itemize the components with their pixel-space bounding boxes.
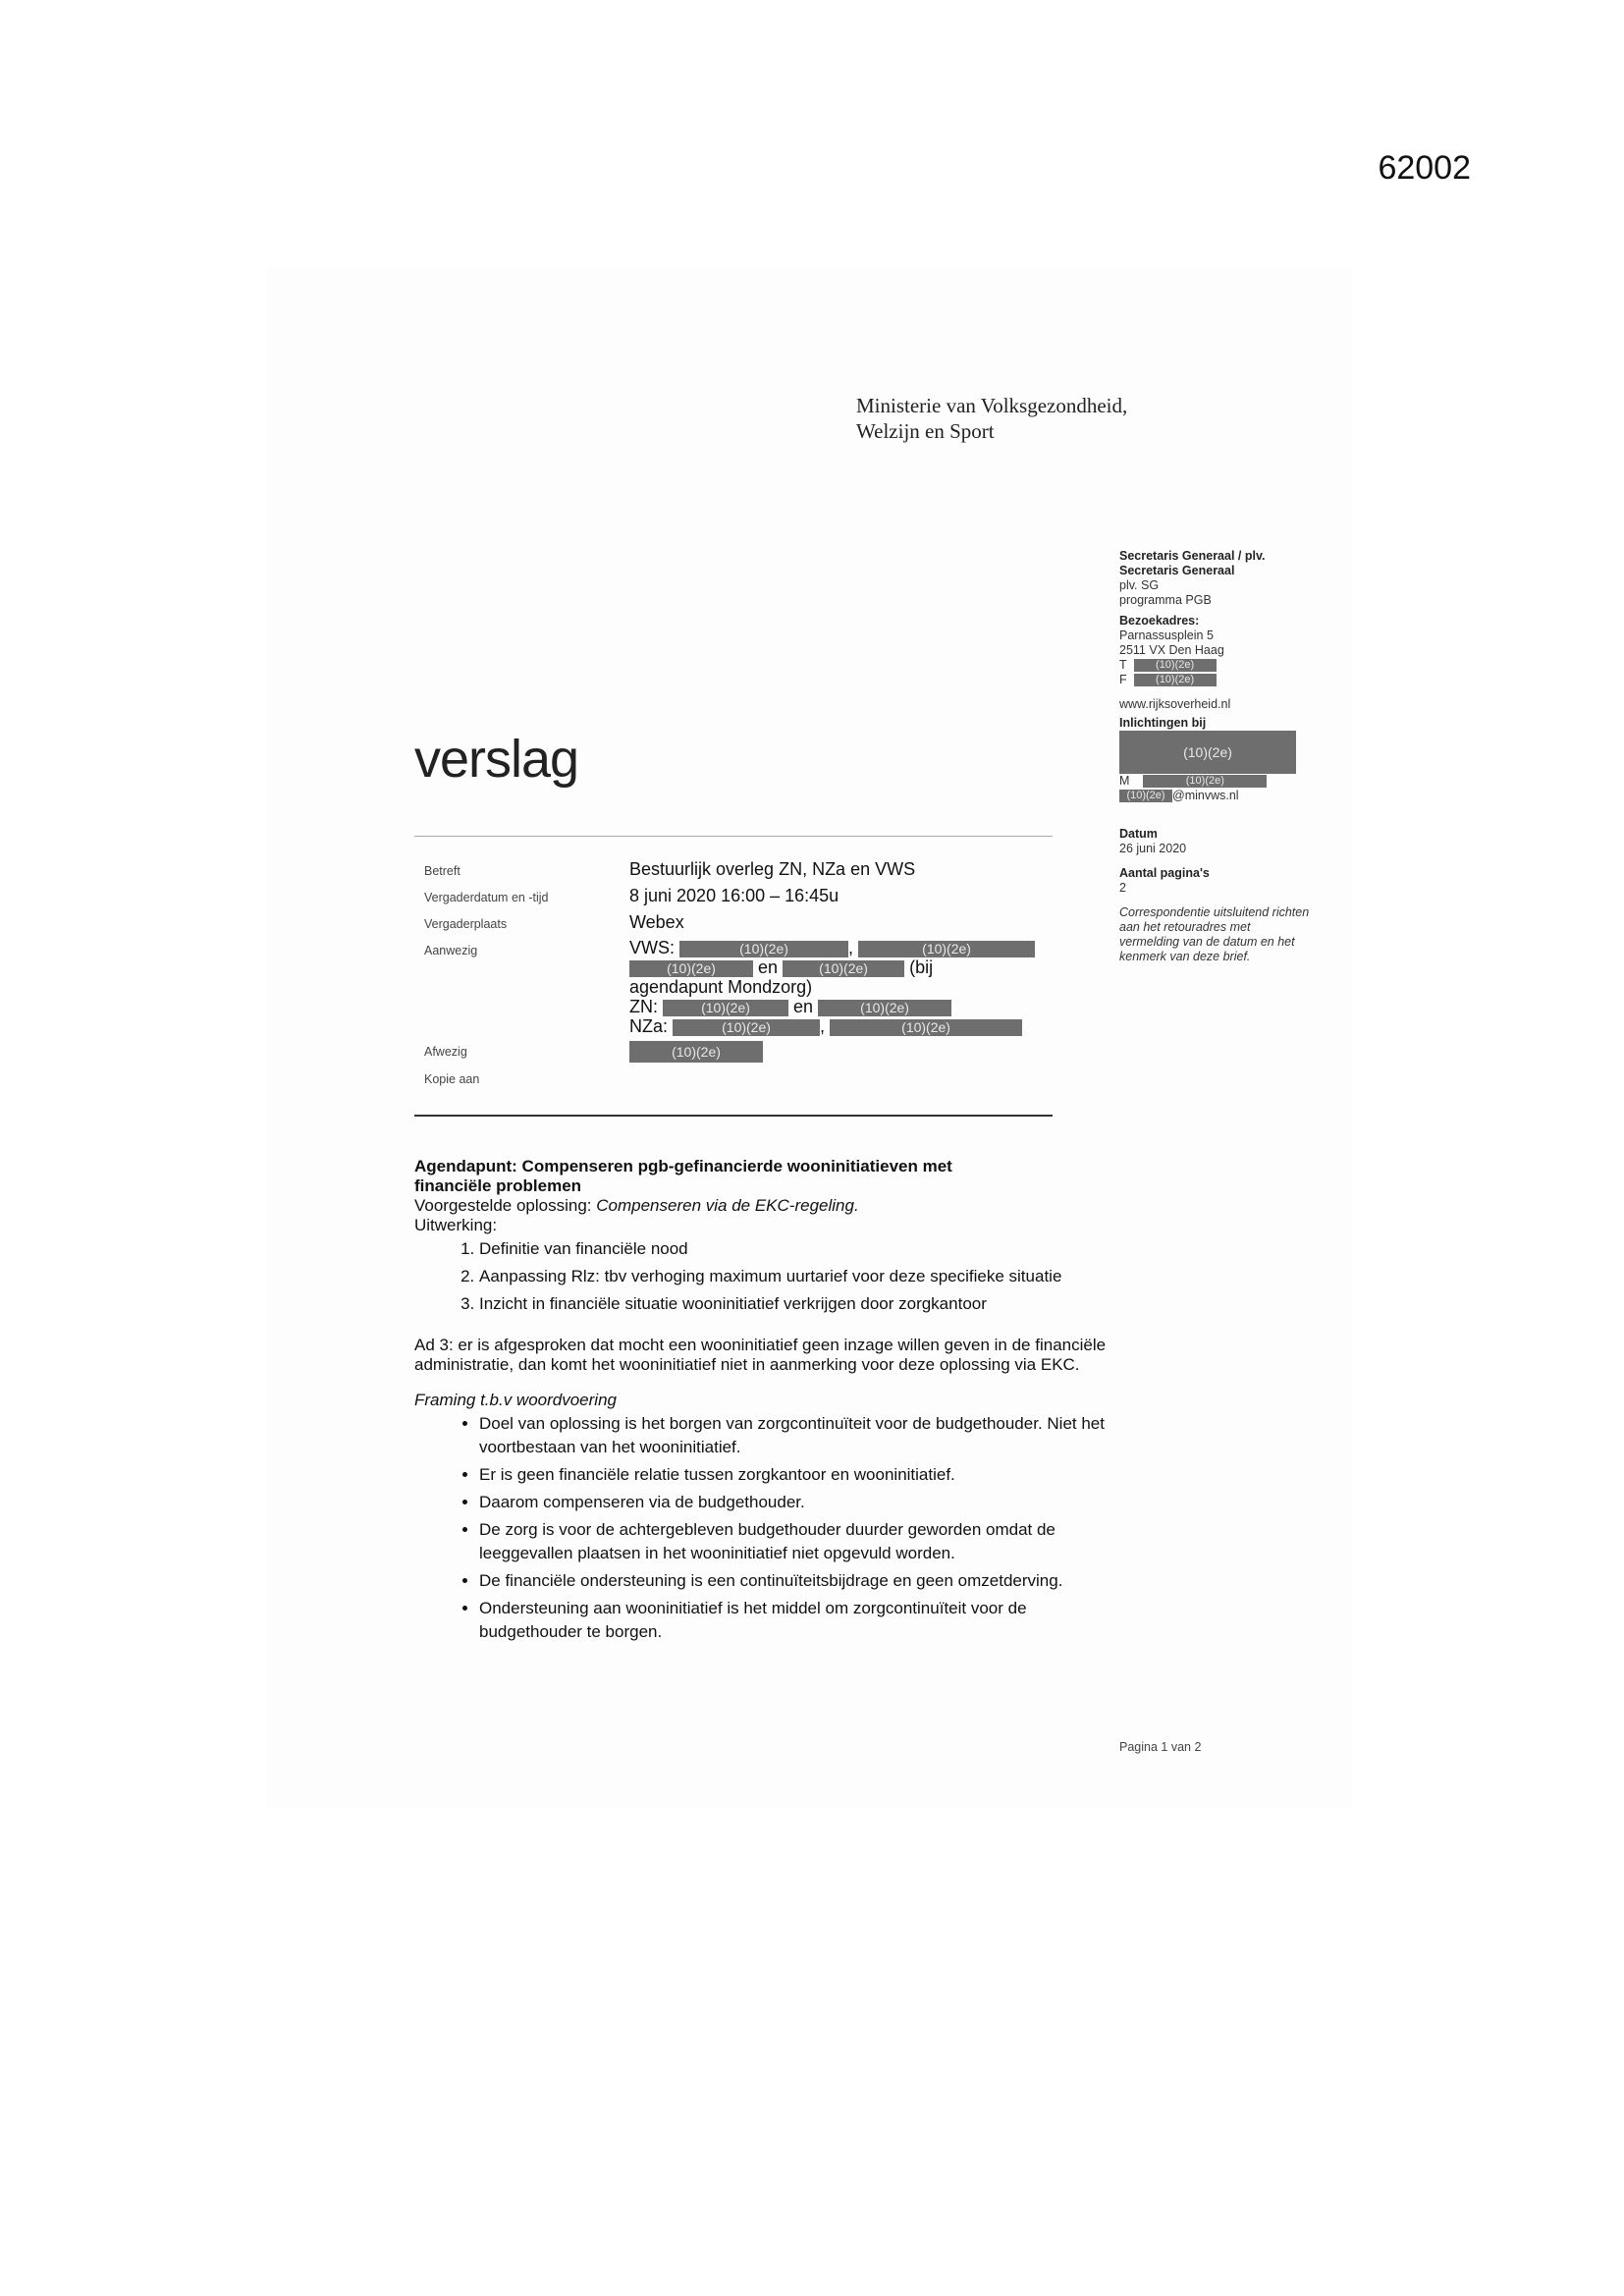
sidebar-dept-3: plv. SG xyxy=(1119,578,1160,592)
sender-sidebar xyxy=(1119,549,1335,964)
meta-value-plaats: Webex xyxy=(629,912,684,932)
separator-comma: , xyxy=(820,1016,826,1036)
fax-row xyxy=(1119,673,1335,687)
visit-address-label: Bezoekadres: xyxy=(1119,614,1200,628)
attendee-org-zn: ZN: xyxy=(629,997,658,1016)
list-item: • Doel van oplossing is het borgen van zorgcontinuïteit voor de budgethouder. Niet het voortbestaan van het wooninitiatief. xyxy=(479,1412,1121,1459)
agenda-heading-line-1: Agendapunt: Compenseren pgb-gefinancierde wooninitiatieven met xyxy=(414,1157,952,1175)
redaction-box: (10)(2e) xyxy=(783,960,904,977)
redaction-box: (10)(2e) xyxy=(1143,775,1267,788)
uitwerking-label: Uitwerking: xyxy=(414,1216,498,1234)
redaction-box: (10)(2e) xyxy=(663,1000,788,1016)
email-row xyxy=(1119,789,1335,803)
meta-label-plaats: Vergaderplaats xyxy=(424,917,508,931)
agendapunt-note: agendapunt Mondzorg) xyxy=(629,977,813,997)
meta-value-betreft: Bestuurlijk overleg ZN, NZa en VWS xyxy=(629,859,916,879)
meta-label-kopie: Kopie aan xyxy=(424,1072,480,1086)
list-item: 3. Inzicht in financiële situatie wooninitiatief verkrijgen door zorgkantoor xyxy=(479,1292,1121,1316)
proposal-label: Voorgestelde oplossing: xyxy=(414,1196,597,1215)
sidebar-dept-1: Secretaris Generaal / plv. xyxy=(1119,549,1266,563)
minutes-body xyxy=(414,1157,1121,1648)
phone-row xyxy=(1119,658,1335,673)
proposal-line xyxy=(414,1196,1121,1216)
divider xyxy=(414,836,1053,837)
fax-label: F xyxy=(1119,673,1127,686)
meta-label-aanwezig: Aanwezig xyxy=(424,944,478,957)
divider xyxy=(414,1115,1053,1117)
meta-label-betreft: Betreft xyxy=(424,864,460,878)
redaction-box: (10)(2e) xyxy=(629,960,753,977)
framing-heading: Framing t.b.v woordvoering xyxy=(414,1391,617,1409)
proposal-value: Compenseren via de EKC-regeling. xyxy=(596,1196,859,1215)
attendee-org-nza: NZa: xyxy=(629,1016,669,1036)
redaction-box: (10)(2e) xyxy=(858,941,1035,957)
list-item: • Daarom compenseren via de budgethouder. xyxy=(479,1491,1121,1514)
attendee-org-vws: VWS: xyxy=(629,938,676,957)
conjunction-en: en xyxy=(793,997,814,1016)
mobile-row xyxy=(1119,774,1335,789)
ministry-logo-text xyxy=(856,393,1127,444)
redaction-box: (10)(2e) xyxy=(629,1041,763,1063)
email-suffix: @minvws.nl xyxy=(1172,789,1239,802)
list-item: • De zorg is voor de achtergebleven budgethouder duurder geworden omdat de leeggevallen plaatsen in het wooninitiatief niet opgevuld worden. xyxy=(479,1518,1121,1565)
meta-value-datum: 8 juni 2020 16:00 – 16:45u xyxy=(629,886,839,905)
uitwerking-list xyxy=(414,1237,1121,1316)
ministry-line-1: Ministerie van Volksgezondheid, xyxy=(856,394,1128,417)
meta-label-afwezig: Afwezig xyxy=(424,1045,467,1059)
sidebar-dept-2: Secretaris Generaal xyxy=(1119,564,1235,577)
correspondence-note: Correspondentie uitsluitend richten aan het retouradres met vermelding van de datum en het kenmerk van deze brief. xyxy=(1119,905,1310,963)
agenda-heading-line-2: financiële problemen xyxy=(414,1176,582,1195)
sidebar-dept-4: programma PGB xyxy=(1119,593,1212,607)
redaction-box: (10)(2e) xyxy=(679,941,848,957)
document-number: 62002 xyxy=(1378,149,1471,187)
redaction-box: (10)(2e) xyxy=(673,1019,820,1036)
list-item: • Er is geen financiële relatie tussen zorgkantoor en wooninitiatief. xyxy=(479,1463,1121,1487)
website: www.rijksoverheid.nl xyxy=(1119,697,1231,711)
note-bij: (bij xyxy=(909,957,934,977)
redaction-box: (10)(2e) xyxy=(1134,659,1217,672)
attendees-block xyxy=(629,938,1061,1036)
redaction-box: (10)(2e) xyxy=(818,1000,951,1016)
date-value: 26 juni 2020 xyxy=(1119,842,1187,855)
list-item: 2. Aanpassing Rlz: tbv verhoging maximum uurtarief voor deze specifieke situatie xyxy=(479,1265,1121,1288)
redaction-box: (10)(2e) xyxy=(830,1019,1022,1036)
list-item: • De financiële ondersteuning is een continuïteitsbijdrage en geen omzetderving. xyxy=(479,1569,1121,1593)
separator-comma: , xyxy=(848,938,854,957)
pages-label: Aantal pagina's xyxy=(1119,866,1210,880)
redaction-box: (10)(2e) xyxy=(1119,731,1296,774)
pages-value: 2 xyxy=(1119,881,1126,895)
document-title: verslag xyxy=(414,730,579,789)
phone-label: T xyxy=(1119,658,1127,672)
info-label: Inlichtingen bij xyxy=(1119,716,1207,730)
redaction-box: (10)(2e) xyxy=(1134,674,1217,686)
framing-list xyxy=(414,1412,1121,1644)
address-line-2: 2511 VX Den Haag xyxy=(1119,643,1224,657)
date-label: Datum xyxy=(1119,827,1158,841)
redaction-box: (10)(2e) xyxy=(1119,790,1172,802)
list-item: 1. Definitie van financiële nood xyxy=(479,1237,1121,1261)
conjunction-en: en xyxy=(758,957,779,977)
meta-label-datum: Vergaderdatum en -tijd xyxy=(424,891,549,904)
address-line-1: Parnassusplein 5 xyxy=(1119,629,1214,642)
page-number: Pagina 1 van 2 xyxy=(1119,1740,1202,1754)
ministry-line-2: Welzijn en Sport xyxy=(856,419,995,443)
list-item: • Ondersteuning aan wooninitiatief is het middel om zorgcontinuïteit voor de budgethouder te borgen. xyxy=(479,1597,1121,1644)
mobile-label: M xyxy=(1119,774,1130,788)
ad3-paragraph: Ad 3: er is afgesproken dat mocht een wooninitiatief geen inzage willen geven in de financiële administratie, dan komt het wooninitiatief niet in aanmerking voor deze oplossing via EKC. xyxy=(414,1336,1107,1374)
